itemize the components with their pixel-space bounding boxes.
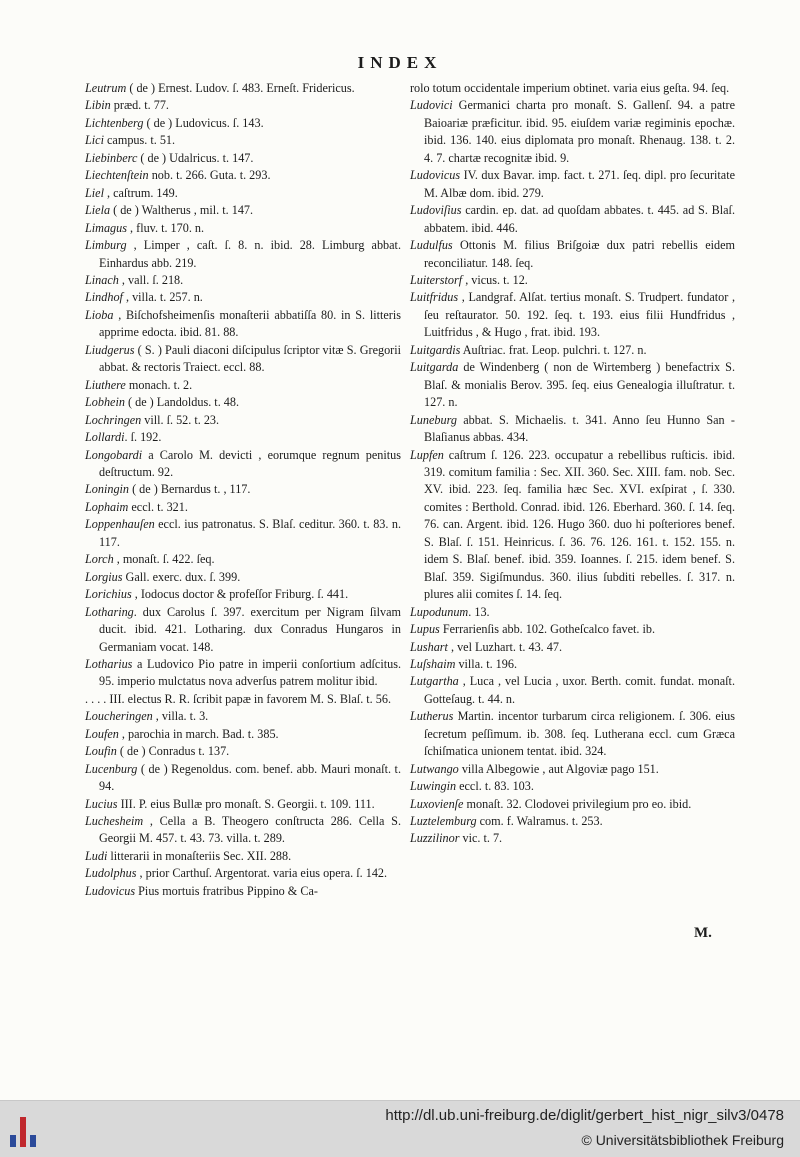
entry-text: , caſtrum. 149. [103,185,178,200]
entry-term: Ludulfus [410,238,453,253]
index-entry [85,342,401,377]
index-entry [85,80,401,97]
index-entry [410,761,735,778]
signature-mark: M. [694,925,712,941]
entry-text: , vicus. t. 12. [462,272,528,287]
index-entry [85,307,401,342]
index-entry [85,185,401,202]
entry-text: rolo totum occidentale imperium obtinet. varia eius geſta. 94. ſeq. [410,81,730,95]
entry-text: ( de ) Landoldus. t. 48. [124,395,240,410]
entry-text: , Luca , vel Lucia , uxor. Berth. comit. fundat. monaſt. Gotteſaug. t. 44. n. [424,674,735,706]
entry-text: vill. ſ. 52. t. 23. [141,412,220,427]
entry-term: Lioba [85,307,114,322]
index-entry [410,447,735,604]
entry-text: ( de ) Udalricus. t. 147. [137,150,254,165]
copyright-notice: © Universitätsbibliothek Freiburg [581,1132,784,1148]
entry-term: Liechtenſtein [85,168,149,183]
index-entry [85,377,401,394]
page-url[interactable]: http://dl.ub.uni-freiburg.de/diglit/gerbert_hist_nigr_silv3/0478 [385,1107,784,1124]
entry-term: Lorichius [85,587,132,602]
viewer-footer [0,1100,800,1157]
index-entry [85,586,401,603]
entry-text: IV. dux Bavar. imp. fact. t. 271. ſeq. dipl. pro ſecuritate M. Albæ dom. ibid. 279. [424,168,735,200]
entry-term: Linach [85,272,119,287]
entry-text: ( de ) Regenoldus. com. benef. abb. Mauri monaſt. t. 94. [99,761,401,794]
index-entry [85,394,401,411]
entry-term: Luzzilinor [410,831,460,846]
index-entry [85,429,401,446]
entry-term: Limagus [85,220,127,235]
entry-text: villa. t. 196. [455,656,518,671]
entry-term: Liudgerus [85,342,135,357]
entry-text: . 13. [468,604,490,619]
entry-text: , fluv. t. 170. n. [127,220,205,235]
entry-term: Lutgartha [410,674,459,689]
index-entry [85,289,401,306]
index-entry [85,447,401,482]
index-entry [85,220,401,237]
entry-text: ( de ) Waltherus , mil. t. 147. [110,203,254,218]
entry-text: , villa. t. 257. n. [122,290,203,305]
index-entry [85,272,401,289]
entry-term: Ludoviſius [410,203,462,218]
entry-term: Lollardi [85,430,125,445]
library-logo-icon[interactable] [10,1111,46,1147]
entry-term: Lindhof [85,290,123,305]
index-entry [410,412,735,447]
entry-term: Liebinberc [85,150,138,165]
entry-term: Lobhein [85,395,125,410]
index-entry [85,708,401,725]
entry-term: Lushart [410,639,448,654]
page-title: INDEX [357,53,443,72]
entry-term: Libin [85,98,111,113]
entry-term: Lochringen [85,412,142,427]
entry-text: Auſtriac. frat. Leop. pulchri. t. 127. n. [460,342,647,357]
entry-text: monach. t. 2. [125,377,193,392]
entry-text: ( S. ) Pauli diaconi diſcipulus ſcriptor vitæ S. Gregorii abbat. & rectoris Traiect. eccl. 88. [99,342,401,375]
entry-text: , monaſt. ſ. 422. ſeq. [113,552,215,567]
index-entry [85,132,401,149]
index-entry [85,412,401,429]
entry-term: Loucheringen [85,709,153,724]
index-entry [85,761,401,796]
index-entry [85,97,401,114]
entry-term: Ludovicus [85,883,136,898]
entry-text: . . . . III. electus R. R. ſcribit papæ in favorem M. S. Blaſ. t. 56. [85,691,391,706]
entry-term: Lupfen [410,447,444,462]
index-entry [410,813,735,830]
entry-text: ( de ) Bernardus t. , 117. [129,482,251,497]
entry-term: Lorgius [85,569,123,584]
index-entry [410,639,735,656]
entry-text: . dux Carolus ſ. 397. exercitum per Nigram ſilvam ducit. ibid. 421. Lotharing. dux Conradus Hungaros in Germaniam vocat. 148. [99,604,401,654]
entry-term: Luitgardis [410,342,461,357]
entry-term: Longobardi [85,447,143,462]
index-entry [85,237,401,272]
entry-text: a Ludovico Pio patre in imperii conſortium adſcitus. 95. imperio mulctatus nova adverſus patrem molitur ibid. [99,656,401,689]
index-entry [410,673,735,708]
index-entry [85,796,401,813]
entry-term: Luchesheim [85,814,144,829]
index-entry [410,796,735,813]
index-entry [85,813,401,848]
entry-term: Lucius [85,796,118,811]
entry-term: Lophaim [85,499,129,514]
entry-term: Luztelemburg [410,814,477,829]
entry-term: Ludolphus [85,866,137,881]
entry-text: Ferrarienſis abb. 102. Gotheſcalco favet. ib. [439,622,656,637]
entry-text: , Landgraf. Alſat. tertius monaſt. S. Trudpert. fundator , ſeu reſtaurator. 50. 192. ſeq. t. 193. eius filii Hundfridus , Luitfridus , & Hugo , frat. ibid. 193. [424,290,735,340]
entry-text: , prior Carthuſ. Argentorat. varia eius opera. ſ. 142. [136,866,388,881]
index-entry [85,516,401,551]
entry-term: Limburg [85,238,127,253]
index-entry [85,167,401,184]
entry-text: monaſt. 32. Clodovei privilegium pro eo. ibid. [463,796,692,811]
entry-term: Lotharing [85,604,134,619]
entry-term: Luiterstorf [410,272,463,287]
entry-text: eccl. t. 83. 103. [456,779,534,794]
entry-text: , vel Luzhart. t. 43. 47. [447,639,562,654]
entry-text: campus. t. 51. [103,133,176,148]
entry-text: . ſ. 192. [124,430,162,445]
entry-term: Luneburg [410,412,457,427]
entry-text: , Cella a B. Theogero conſtructa 286. Cella S. Georgii M. 457. t. 43. 73. villa. t. 289. [99,814,401,846]
index-entry [85,743,401,760]
index-entry [85,499,401,516]
entry-term: Lotharius [85,656,133,671]
entry-term: Ludovici [410,98,453,113]
entry-text: nob. t. 266. Guta. t. 293. [148,168,271,183]
entry-text: , villa. t. 3. [152,709,209,724]
entry-term: Lici [85,133,104,148]
entry-text: com. f. Walramus. t. 253. [476,814,603,829]
index-entry [85,202,401,219]
entry-term: Loningin [85,482,130,497]
index-entry [410,656,735,673]
entry-text: , vall. ſ. 218. [118,272,184,287]
index-entry [410,80,735,97]
entry-text: , Iodocus doctor & profeſſor Friburg. ſ. 441. [131,587,349,602]
entry-term: Luwingin [410,779,457,794]
entry-text: a Carolo M. devicti , eorumque regnum penitus deſtructum. 92. [99,447,401,479]
entry-term: Ludovicus [410,168,461,183]
entry-term: Luſshaim [410,656,456,671]
entry-term: Leutrum [85,81,127,95]
entry-text: , Limper , caſt. ſ. 8. n. ibid. 28. Limburg abbat. Einhardus abb. 219. [99,238,401,270]
index-entry [85,691,401,708]
index-entry [85,481,401,498]
entry-text: vic. t. 7. [459,831,503,846]
index-entry [85,569,401,586]
right-column [410,80,735,848]
entry-term: Ludi [85,848,108,863]
entry-text: Germanici charta pro monaſt. S. Gallenſ. 94. a patre Baioariæ præficitur. ibid. 95. eiuſdem variæ regiminis epochæ. ibid. 136. 140. eius diplomata pro monaſt. Rhenaug. 138. t. 2. 4. 7. chartæ recognitæ ibid. 9. [424,98,735,165]
entry-text: ( de ) Ludovicus. ſ. 143. [143,115,264,130]
entry-term: Lutherus [410,709,454,724]
index-entry [85,150,401,167]
entry-term: Liel [85,185,104,200]
entry-term: Loufin [85,744,117,759]
entry-text: , Biſchofsheimenſis monaſterii abbatiſſa 80. in S. litteris apprime edocta. ibid. 81. 88. [99,307,401,340]
entry-term: Liela [85,203,111,218]
entry-term: Liuthere [85,377,126,392]
entry-text: ( de ) Ernest. Ludov. ſ. 483. Erneſt. Fridericus. [126,81,355,95]
entry-text: Ottonis M. filius Briſgoiæ dux patri rebellis eidem reconciliatur. 148. ſeq. [424,238,735,270]
entry-term: Luitfridus [410,290,459,305]
index-entry [410,604,735,621]
index-entry [85,848,401,865]
entry-text: Martin. incentor turbarum circa religionem. ſ. 306. eius ſecretum peſſimum. ib. 308. ſeq. Lutherana eccl. cum Græca ſchiſmatica unionem tentat. ibid. 324. [424,709,735,759]
index-entry [410,708,735,760]
index-entry [85,865,401,882]
entry-term: Luitgarda [410,360,459,375]
entry-text: eccl. t. 321. [128,499,188,514]
entry-term: Lupodunum [410,604,469,619]
index-entry [410,359,735,411]
entry-term: Loppenhauſen [85,517,155,532]
entry-text: Gall. exerc. dux. ſ. 399. [122,569,241,584]
entry-text: III. P. eius Bullæ pro monaſt. S. Georgii. t. 109. 111. [117,796,375,811]
index-entry [85,551,401,568]
entry-term: Luxovienſe [410,796,464,811]
entry-text: abbat. S. Michaelis. t. 341. Anno ſeu Hunno San - Blaſianus abbas. 434. [424,412,735,445]
left-column [85,80,401,900]
index-entry [85,726,401,743]
index-entry [85,604,401,656]
index-entry [85,656,401,691]
entry-text: præd. t. 77. [110,98,169,113]
entry-text: eccl. ius patronatus. S. Blaſ. ceditur. 360. t. 83. n. 117. [99,517,401,549]
entry-term: Lutwango [410,761,459,776]
entry-term: Lucenburg [85,761,138,776]
index-entry [410,289,735,341]
entry-term: Lupus [410,622,440,637]
entry-term: Lichtenberg [85,115,144,130]
entry-term: Loufen [85,726,119,741]
entry-text: caſtrum ſ. 126. 223. occupatur a rebellibus ruſticis. ibid. 319. comitum familia : Sec. XII. 360. Sec. XIII. fam. nob. Sec. XV. ibid. 223. ſeq. familia hæc Sec. XVI. exſpirat , ſ. 330. comites : Berthold. Conrad. ibid. 126. Eberhard. 360. ſ. 14. ſeq. 76. can. Argent. ibid. 126. Hugo 360. duo hi poſteriores benef. S. Blaſ. ſ. 151. Heinricus. ſ. 36. 76. 126. 161. t. 152. 155. n. idem S. Blaſ. benef. ibid. 359. Ioannes. ſ. 215. idem benef. S. Blaſ. 359. Sigiſmundus. 360. ilius ſubditi rebelles. ſ. 317. n. plures alii comites ſ. 14. ſeq. [424,447,735,602]
entry-text: Pius mortuis fratribus Pippino & Ca- [135,883,318,898]
index-entry [410,342,735,359]
entry-text: villa Albegowie , aut Algoviæ pago 151. [458,761,659,776]
index-entry [410,167,735,202]
index-entry [410,830,735,847]
entry-text: litterarii in monaſteriis Sec. XII. 288. [107,848,292,863]
index-entry [85,115,401,132]
index-entry [410,97,735,167]
index-entry [410,621,735,638]
entry-text: cardin. ep. dat. ad quoſdam abbates. t. 445. ad S. Blaſ. abbatem. ibid. 446. [424,203,735,235]
entry-text: ( de ) Conradus t. 137. [116,744,230,759]
entry-text: , parochia in march. Bad. t. 385. [118,726,279,741]
index-entry [85,883,401,900]
index-entry [410,272,735,289]
index-entry [410,237,735,272]
entry-term: Lorch [85,552,114,567]
index-entry [410,202,735,237]
entry-text: de Windenberg ( non de Wirtemberg ) benefactrix S. Blaſ. & monialis Berov. 395. ſeq. eius Genealogia illuſtratur. t. 127. n. [424,360,735,410]
index-entry [410,778,735,795]
